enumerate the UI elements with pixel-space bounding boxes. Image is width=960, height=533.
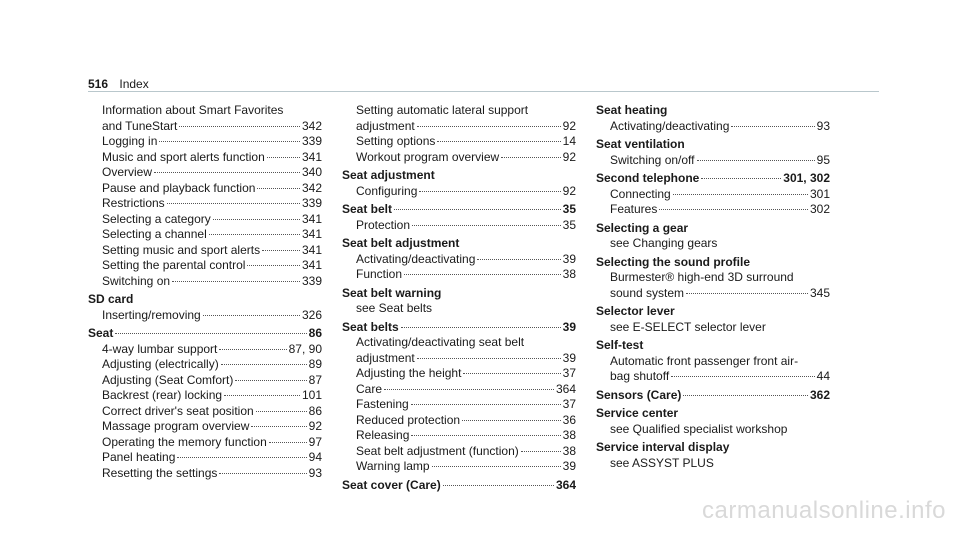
- index-subentry: [596, 422, 830, 438]
- entry-text: see Seat belts: [356, 301, 433, 315]
- index-subentry: [88, 404, 322, 420]
- page-reference[interactable]: 341: [301, 149, 322, 164]
- entry-text: Pause and playback function: [102, 180, 256, 195]
- leader-dots: [731, 125, 814, 127]
- index-entry: [596, 171, 830, 187]
- page-reference[interactable]: 362: [809, 387, 830, 402]
- entry-text: Setting music and sport alerts: [102, 242, 261, 257]
- index-subentry: [88, 243, 322, 259]
- index-subentry: [596, 236, 830, 252]
- index-column-3: [596, 103, 830, 471]
- index-subentry: [342, 301, 576, 317]
- index-subentry: [342, 459, 576, 475]
- leader-dots: [257, 187, 300, 189]
- entry-text: Seat belt adjustment: [342, 236, 460, 250]
- leader-dots: [154, 171, 300, 173]
- page-reference[interactable]: 44: [816, 369, 830, 383]
- watermark: carmanualsonline.info: [702, 497, 946, 524]
- index-subentry: [342, 397, 576, 413]
- entry-text: see E-SELECT selector lever: [610, 319, 766, 334]
- page-reference[interactable]: 39: [562, 319, 576, 334]
- leader-dots: [419, 190, 560, 192]
- leader-dots: [172, 280, 300, 282]
- index-subentry: [596, 286, 830, 302]
- index-subentry: [88, 150, 322, 166]
- entry-text: Logging in: [102, 134, 158, 148]
- index-subentry: [88, 212, 322, 228]
- entry-text: Seat belt adjustment (function): [356, 443, 519, 458]
- leader-dots: [219, 348, 286, 350]
- leader-dots: [235, 379, 306, 381]
- entry-text: Restrictions: [102, 196, 165, 210]
- leader-dots: [179, 125, 300, 127]
- index-subentry: [342, 103, 576, 119]
- entry-text: Seat heating: [596, 103, 668, 117]
- entry-text: Resetting the settings: [102, 465, 218, 480]
- leader-dots: [671, 375, 814, 377]
- entry-text: Activating/deactivating: [610, 118, 730, 133]
- entry-text: Operating the memory function: [102, 434, 267, 449]
- entry-text: Service interval display: [596, 440, 730, 454]
- index-subentry: [342, 366, 576, 382]
- page-reference[interactable]: 92: [562, 118, 576, 133]
- page-reference[interactable]: 35: [562, 217, 576, 232]
- index-subentry: [88, 227, 322, 243]
- entry-text: Inserting/removing: [102, 307, 201, 322]
- page-reference[interactable]: 339: [301, 196, 322, 210]
- leader-dots: [411, 434, 560, 436]
- entry-text: Warning lamp: [356, 459, 430, 473]
- index-subentry: [342, 252, 576, 268]
- leader-dots: [659, 208, 808, 210]
- entry-text: and TuneStart: [102, 118, 178, 133]
- index-subentry: [88, 466, 322, 482]
- index-entry: [596, 137, 830, 153]
- index-subentry: [88, 388, 322, 404]
- index-subentry: [342, 351, 576, 367]
- leader-dots: [394, 208, 561, 210]
- entry-text: Adjusting (electrically): [102, 357, 219, 371]
- index-subentry: [342, 267, 576, 283]
- page-reference[interactable]: 38: [562, 428, 576, 442]
- leader-dots: [219, 472, 306, 474]
- leader-dots: [417, 125, 561, 127]
- leader-dots: [209, 233, 300, 235]
- leader-dots: [213, 218, 300, 220]
- entry-text: Releasing: [356, 428, 410, 442]
- page-reference[interactable]: 93: [308, 465, 322, 480]
- leader-dots: [477, 258, 560, 260]
- page-reference[interactable]: 364: [555, 477, 576, 492]
- entry-text: Setting the parental control: [102, 258, 246, 272]
- page-reference[interactable]: 87, 90: [288, 341, 322, 356]
- entry-text: 4-way lumbar support: [102, 341, 218, 356]
- leader-dots: [412, 224, 561, 226]
- index-subentry: [88, 308, 322, 324]
- entry-text: Correct driver's seat position: [102, 403, 254, 418]
- page-reference[interactable]: 302: [809, 202, 830, 216]
- index-subentry: [88, 258, 322, 274]
- index-subentry: [342, 184, 576, 200]
- index-subentry: [88, 373, 322, 389]
- index-entry: [596, 103, 830, 119]
- entry-text: Activating/deactivating seat belt: [356, 335, 525, 349]
- page-reference[interactable]: 342: [301, 118, 322, 133]
- page-reference[interactable]: 97: [308, 434, 322, 449]
- entry-text: Service center: [596, 406, 679, 420]
- entry-text: Reduced protection: [356, 412, 461, 427]
- index-entry: [342, 202, 576, 218]
- entry-text: Switching on: [102, 273, 171, 288]
- leader-dots: [256, 410, 307, 412]
- index-subentry: [88, 419, 322, 435]
- leader-dots: [269, 441, 307, 443]
- page-reference[interactable]: 341: [301, 242, 322, 257]
- leader-dots: [177, 456, 306, 458]
- entry-text: Adjusting (Seat Comfort): [102, 372, 234, 387]
- index-entry: [596, 440, 830, 456]
- entry-text: Panel heating: [102, 450, 176, 464]
- index-entry: [596, 406, 830, 422]
- page-reference[interactable]: 39: [562, 350, 576, 365]
- leader-dots: [501, 156, 560, 158]
- entry-text: Activating/deactivating: [356, 251, 476, 266]
- leader-dots: [683, 394, 808, 396]
- entry-text: Selecting a channel: [102, 227, 207, 241]
- leader-dots: [697, 159, 815, 161]
- index-subentry: [596, 119, 830, 135]
- page-number: 516: [88, 77, 109, 91]
- page-reference[interactable]: 341: [301, 211, 322, 226]
- index-entry: [596, 338, 830, 354]
- page-reference[interactable]: 326: [301, 307, 322, 322]
- index-entry: [342, 286, 576, 302]
- index-entry: [342, 168, 576, 184]
- entry-text: Seat belt: [342, 202, 393, 216]
- entry-text: Features: [610, 202, 658, 216]
- index-subentry: [342, 413, 576, 429]
- index-subentry: [88, 103, 322, 119]
- leader-dots: [432, 465, 561, 467]
- leader-dots: [701, 177, 781, 179]
- page-reference[interactable]: 38: [562, 267, 576, 281]
- entry-text: see ASSYST PLUS: [610, 455, 714, 470]
- entry-text: Selecting the sound profile: [596, 254, 751, 269]
- leader-dots: [251, 425, 306, 427]
- index-subentry: [596, 202, 830, 218]
- leader-dots: [247, 264, 300, 266]
- index-subentry: [342, 134, 576, 150]
- entry-text: Second telephone: [596, 171, 700, 185]
- leader-dots: [404, 273, 561, 275]
- index-subentry: [342, 382, 576, 398]
- index-entry: [596, 304, 830, 320]
- leader-dots: [203, 314, 300, 316]
- leader-dots: [384, 388, 554, 390]
- entry-text: Backrest (rear) locking: [102, 388, 223, 402]
- index-entry: [342, 236, 576, 252]
- page-reference[interactable]: 92: [308, 419, 322, 433]
- index-subentry: [596, 153, 830, 169]
- page-reference[interactable]: 93: [816, 118, 830, 133]
- entry-text: adjustment: [356, 118, 415, 133]
- entry-text: Setting options: [356, 134, 436, 148]
- page-reference[interactable]: 39: [562, 459, 576, 473]
- leader-dots: [521, 450, 561, 452]
- page-reference[interactable]: 87: [308, 372, 322, 387]
- leader-dots: [167, 202, 300, 204]
- index-column-1: [88, 103, 322, 481]
- index-subentry: [596, 456, 830, 472]
- index-subentry: [88, 181, 322, 197]
- page-reference[interactable]: 341: [301, 227, 322, 241]
- entry-text: Function: [356, 267, 403, 281]
- page-reference[interactable]: 36: [562, 412, 576, 427]
- entry-text: see Qualified specialist workshop: [610, 421, 788, 436]
- page-reference[interactable]: 39: [562, 251, 576, 266]
- page-reference[interactable]: 301, 302: [783, 171, 830, 185]
- index-subentry: [596, 187, 830, 203]
- index-subentry: [342, 150, 576, 166]
- index-subentry: [88, 450, 322, 466]
- page-reference[interactable]: 339: [301, 273, 322, 288]
- entry-text: Seat adjustment: [342, 168, 435, 182]
- page-reference[interactable]: 86: [308, 403, 322, 418]
- index-subentry: [88, 274, 322, 290]
- page-reference[interactable]: 364: [555, 381, 576, 396]
- entry-text: Seat: [88, 326, 114, 340]
- entry-text: Music and sport alerts function: [102, 149, 265, 164]
- index-subentry: [342, 335, 576, 351]
- entry-text: Overview: [102, 165, 153, 179]
- page-header: [88, 77, 149, 91]
- page-reference[interactable]: 339: [301, 134, 322, 148]
- entry-text: Selector lever: [596, 304, 675, 318]
- leader-dots: [267, 156, 300, 158]
- index-subentry: [342, 428, 576, 444]
- index-subentry: [88, 342, 322, 358]
- entry-text: bag shutoff: [610, 369, 670, 383]
- entry-text: Connecting: [610, 186, 671, 201]
- index-entry: [596, 388, 830, 404]
- page-reference[interactable]: 345: [809, 285, 830, 300]
- leader-dots: [401, 326, 561, 328]
- index-subentry: [596, 369, 830, 385]
- index-entry: [88, 292, 322, 308]
- index-entry: [342, 478, 576, 494]
- page-reference[interactable]: 37: [562, 366, 576, 380]
- entry-text: Protection: [356, 217, 411, 232]
- entry-text: Switching on/off: [610, 152, 695, 167]
- page-reference[interactable]: 92: [562, 183, 576, 198]
- page-reference[interactable]: 92: [562, 149, 576, 164]
- page-reference[interactable]: 14: [562, 134, 576, 148]
- index-subentry: [88, 165, 322, 181]
- entry-text: SD card: [88, 292, 134, 306]
- page-reference[interactable]: 86: [308, 326, 322, 340]
- entry-text: Burmester® high-end 3D surround: [610, 270, 794, 284]
- page-reference[interactable]: 38: [562, 443, 576, 458]
- index-subentry: [596, 270, 830, 286]
- entry-text: Fastening: [356, 397, 409, 411]
- index-subentry: [88, 435, 322, 451]
- index-subentry: [596, 320, 830, 336]
- leader-dots: [437, 140, 560, 142]
- leader-dots: [115, 332, 306, 334]
- leader-dots: [443, 484, 554, 486]
- section-title: Index: [119, 77, 149, 91]
- leader-dots: [686, 292, 808, 294]
- entry-text: Self-test: [596, 338, 644, 352]
- page-reference[interactable]: 89: [308, 357, 322, 371]
- header-divider: [88, 91, 879, 92]
- entry-text: see Changing gears: [610, 236, 718, 250]
- page-reference[interactable]: 35: [562, 202, 576, 216]
- entry-text: Seat belt warning: [342, 285, 442, 300]
- entry-text: Seat cover (Care): [342, 477, 441, 492]
- index-entry: [596, 221, 830, 237]
- leader-dots: [673, 193, 808, 195]
- leader-dots: [463, 372, 560, 374]
- entry-text: Selecting a category: [102, 211, 211, 226]
- entry-text: Care: [356, 381, 383, 396]
- index-subentry: [88, 134, 322, 150]
- entry-text: Selecting a gear: [596, 220, 689, 235]
- leader-dots: [224, 394, 300, 396]
- entry-text: Workout program overview: [356, 149, 500, 164]
- index-entry: [88, 326, 322, 342]
- page-reference[interactable]: 37: [562, 397, 576, 411]
- page-reference[interactable]: 341: [301, 258, 322, 272]
- entry-text: Setting automatic lateral support: [356, 103, 529, 117]
- index-entry: [342, 320, 576, 336]
- index-subentry: [596, 354, 830, 370]
- index-subentry: [88, 119, 322, 135]
- leader-dots: [262, 249, 300, 251]
- page-reference[interactable]: 94: [308, 450, 322, 464]
- entry-text: Seat belts: [342, 319, 399, 334]
- entry-text: Automatic front passenger front air-: [610, 353, 799, 368]
- index-subentry: [342, 444, 576, 460]
- leader-dots: [417, 357, 561, 359]
- index-subentry: [342, 218, 576, 234]
- entry-text: Information about Smart Favorites: [102, 103, 284, 117]
- page-reference[interactable]: 340: [301, 165, 322, 179]
- index-entry: [596, 255, 830, 271]
- index-subentry: [88, 357, 322, 373]
- index-subentry: [342, 119, 576, 135]
- page-reference[interactable]: 101: [301, 388, 322, 402]
- entry-text: Massage program overview: [102, 419, 250, 433]
- leader-dots: [462, 419, 561, 421]
- index-subentry: [88, 196, 322, 212]
- entry-text: adjustment: [356, 350, 415, 365]
- page-reference[interactable]: 95: [816, 152, 830, 167]
- leader-dots: [411, 403, 561, 405]
- entry-text: Adjusting the height: [356, 366, 462, 380]
- entry-text: Sensors (Care): [596, 387, 682, 402]
- leader-dots: [221, 363, 307, 365]
- page-reference[interactable]: 342: [301, 180, 322, 195]
- entry-text: Configuring: [356, 183, 418, 198]
- entry-text: Seat ventilation: [596, 137, 685, 151]
- leader-dots: [159, 140, 300, 142]
- index-column-2: [342, 103, 576, 493]
- entry-text: sound system: [610, 285, 685, 300]
- page-reference[interactable]: 301: [809, 186, 830, 201]
